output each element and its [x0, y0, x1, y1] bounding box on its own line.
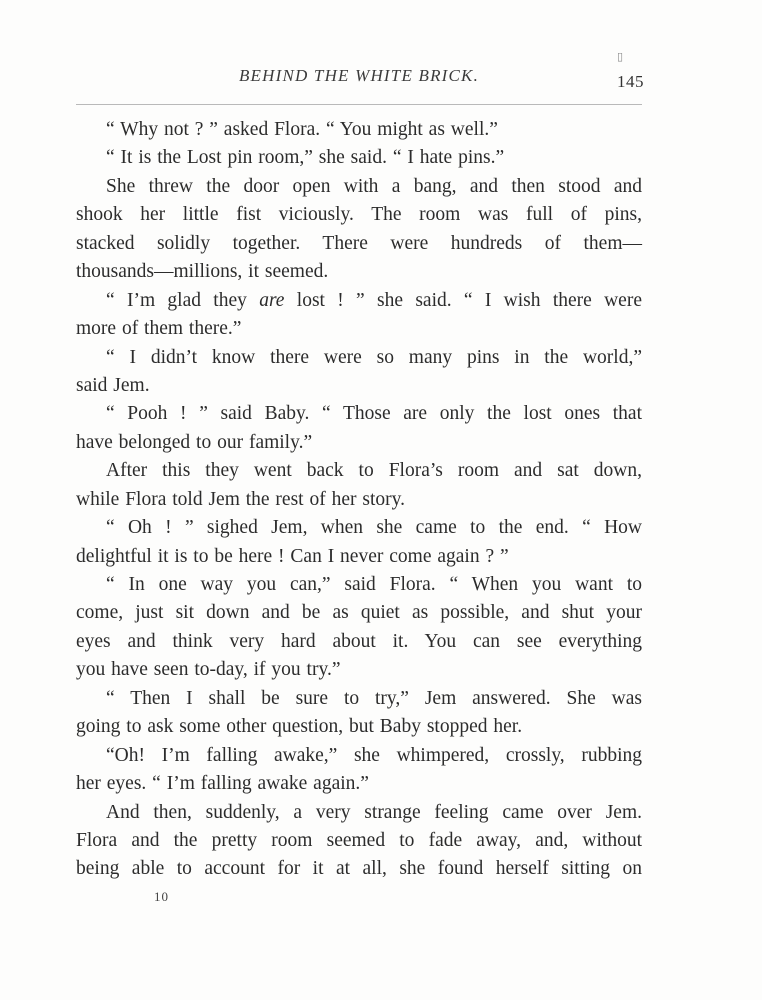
text-line: eyes and think very hard about it. You can see everything [76, 630, 642, 652]
text-line: delightful it is to be here ! Can I never come again ? ” [76, 545, 509, 567]
text-line: come, just sit down and be as quiet as possible, and shut your [76, 602, 642, 624]
text-line: “ In one way you can,” said Flora. “ When you want to [106, 574, 642, 595]
header-rule [76, 104, 642, 105]
text-line: shook her little fist viciously. The room was full of pins, [76, 204, 642, 226]
text-line: “ Pooh ! ” said Baby. “ Those are only the lost ones that [106, 403, 642, 425]
corner-mark: ▯ [617, 51, 624, 63]
text-line: After this they went back to Flora’s room and sat down, [106, 460, 642, 482]
text-line: “ I didn’t know there were so many pins in the world,” [106, 346, 642, 368]
text-line [76, 287, 642, 315]
text-line: being able to account for it at all, she found herself sitting on [76, 858, 642, 880]
text-line: her eyes. “ I’m falling awake again.” [76, 773, 369, 795]
text-line: you have seen to-day, if you try.” [76, 659, 341, 681]
text-line: She threw the door open with a bang, and then stood and [106, 175, 642, 197]
text-line: “ Why not ? ” asked Flora. “ You might as well.” [106, 119, 498, 140]
text-line: And then, suddenly, a very strange feeling came over Jem. [106, 801, 642, 823]
signature-mark: 10 [154, 889, 169, 904]
text-line: said Jem. [76, 374, 150, 396]
text-span: lost ! ” she said. “ I wish there were [284, 289, 642, 311]
italic-emphasis: are [259, 289, 285, 311]
text-line: have belonged to our family.” [76, 431, 313, 453]
body-text [76, 116, 642, 884]
running-title: BEHIND THE WHITE BRICK. [238, 66, 480, 85]
running-head [76, 62, 642, 92]
text-line: thousands—millions, it seemed. [76, 261, 329, 283]
text-line: going to ask some other question, but Baby stopped her. [76, 716, 523, 738]
text-line: “ Then I shall be sure to try,” Jem answered. She was [106, 687, 642, 709]
page-number: 145 [617, 72, 644, 91]
text-line: “ It is the Lost pin room,” she said. “ I hate pins.” [106, 147, 505, 169]
text-line: “ Oh ! ” sighed Jem, when she came to the end. “ How [106, 517, 642, 539]
text-span: “ I’m glad they [106, 289, 260, 311]
text-line: while Flora told Jem the rest of her story. [76, 488, 405, 510]
text-line: “Oh! I’m falling awake,” she whimpered, crossly, rubbing [106, 744, 642, 766]
text-line: more of them there.” [76, 318, 242, 340]
text-line: stacked solidly together. There were hundreds of them— [76, 232, 642, 254]
text-line: Flora and the pretty room seemed to fade away, and, without [76, 829, 642, 851]
